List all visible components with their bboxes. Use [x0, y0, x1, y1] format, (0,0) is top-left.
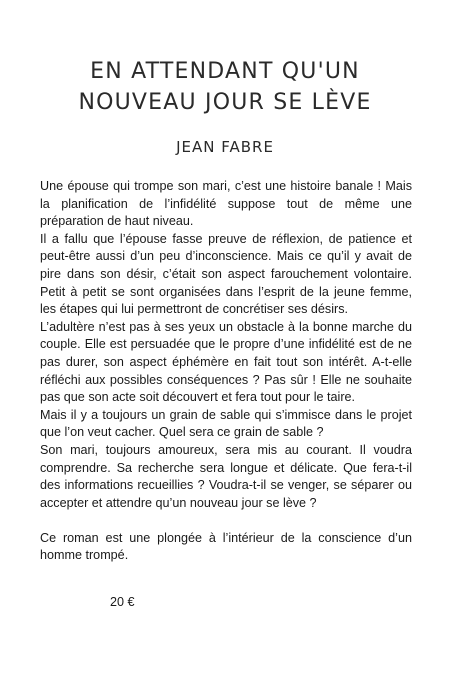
synopsis-paragraph: Mais il y a toujours un grain de sable qui s’immisce dans le projet que l’on veut cacher. Quel sera ce grain de sable ? — [40, 407, 412, 440]
book-title-line-2: NOUVEAU JOUR SE LÈVE — [78, 90, 372, 115]
synopsis — [40, 178, 412, 565]
synopsis-closing-paragraph: Ce roman est une plongée à l’intérieur de la conscience d’un homme trompé. — [40, 530, 412, 563]
synopsis-paragraph: L’adultère n’est pas à ses yeux un obstacle à la bonne marche du couple. Elle est persuadée que le propre d’une infidélité est de ne pas durer, son aspect éphémère en fait tout son intérêt. A-t-elle réfléchi aux possibles conséquences ? Pas sûr ! Elle ne souhaite pas que son acte soit découvert et fera tout pour le taire. — [40, 319, 412, 405]
synopsis-paragraph: Il a fallu que l’épouse fasse preuve de réflexion, de patience et peut-être aussi d’un peu d’inconscience. Mais ce qu’il y avait de pire dans son désir, c’était son aspect farouchement volontaire. Petit à petit se sont organisées dans l’esprit de la jeune femme, les étapes qui lui permettront de concrétiser ses désirs. — [40, 231, 412, 317]
synopsis-paragraph: Une épouse qui trompe son mari, c’est une histoire banale ! Mais la planification de l’infidélité suppose tout de même une préparation de haut niveau. — [40, 179, 412, 229]
book-title — [20, 56, 430, 118]
price: 20 € — [110, 595, 135, 609]
synopsis-paragraph: Son mari, toujours amoureux, sera mis au courant. Il voudra comprendre. Sa recherche sera longue et délicate. Que fera-t-il des informations recueillies ? Voudra-t-il se venger, se séparer ou accepter et attendre qu’un nouveau jour se lève ? — [40, 442, 412, 510]
book-title-line-1: EN ATTENDANT QU'UN — [90, 59, 360, 84]
author-name: JEAN FABRE — [176, 138, 274, 156]
